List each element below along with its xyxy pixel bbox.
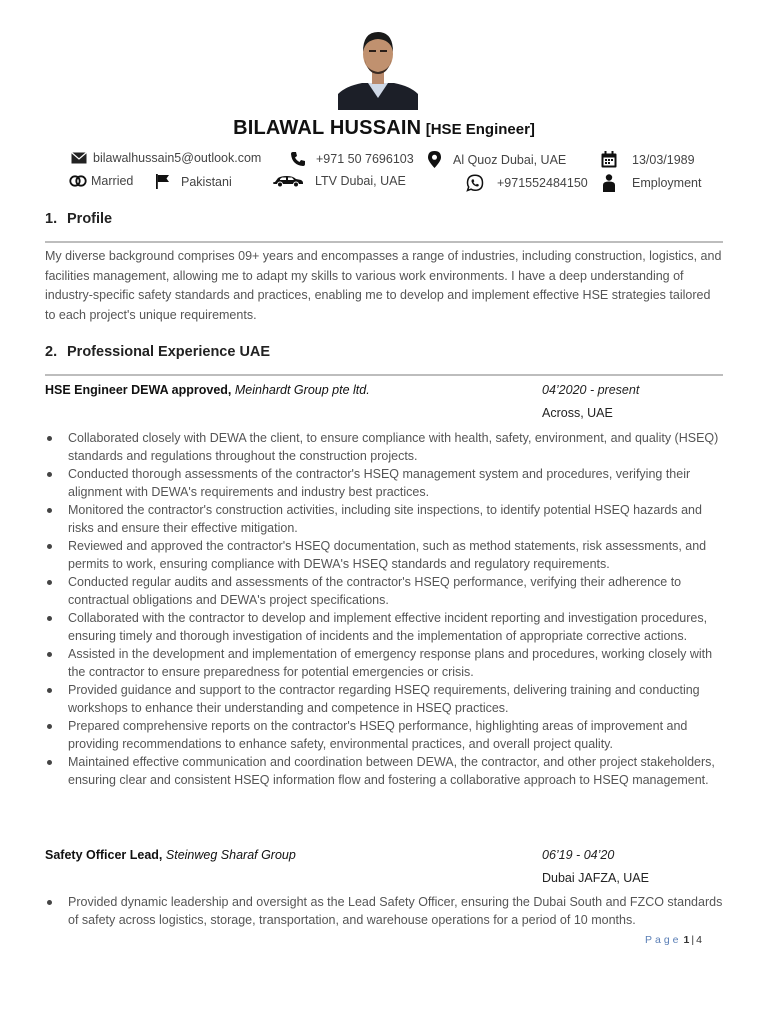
- job-date: 04’2020 - present: [542, 383, 640, 397]
- list-item: Assisted in the development and implementation of emergency response plans and procedures, working closely with the contractor to ensure preparedness for potential emergencies or crisis.: [45, 645, 723, 681]
- section-label: Profile: [67, 211, 113, 227]
- profile-photo: [338, 20, 418, 110]
- job-position: HSE Engineer DEWA approved,: [45, 383, 232, 397]
- list-item: Maintained effective communication and coordination between DEWA, the contractor, and other project stakeholders, ensuring clear and consistent HSEQ information flow and fostering a collaborative approach to HSEQ management.: [45, 753, 723, 789]
- phone-text: +971 50 7696103: [316, 152, 414, 166]
- person-icon: [603, 174, 615, 192]
- job-title-line: [45, 383, 370, 397]
- list-item: Monitored the contractor's construction activities, including site inspections, to identify potential HSEQ hazards and risks and ensure their effective mitigation.: [45, 501, 723, 537]
- page-label: Page: [645, 934, 682, 946]
- whatsapp-text: +971552484150: [497, 176, 588, 190]
- page-number: [645, 934, 702, 946]
- contact-dob: [601, 151, 695, 168]
- license-text: LTV Dubai, UAE: [315, 174, 406, 188]
- job-date: 06’19 - 04’20: [542, 848, 615, 862]
- profile-summary: My diverse background comprises 09+ years and encompasses a range of industries, including construction, logistics, and facilities management, allowing me to adapt my skills to various work environments. I have a deep understanding of industry-specific safety standards and practices, enabling me to develop and implement effective HSE strategies tailored to each project's unique requirements.: [45, 249, 722, 322]
- page-current: 1: [683, 934, 690, 946]
- contact-marital: [69, 174, 133, 188]
- contact-nationality: [156, 174, 232, 189]
- status-text: Employment: [632, 176, 702, 190]
- page-total: 4: [696, 934, 702, 946]
- candidate-role: [HSE Engineer]: [425, 121, 535, 138]
- job-responsibilities: [45, 893, 723, 929]
- envelope-icon: [71, 152, 87, 164]
- list-item: Collaborated with the contractor to develop and implement effective incident reporting and investigation procedures, ensuring timely and thorough investigation of incidents and the implementation of appropriate corrective actions.: [45, 609, 723, 645]
- whatsapp-icon: [466, 174, 484, 192]
- job-position: Safety Officer Lead,: [45, 848, 163, 862]
- list-item: Collaborated closely with DEWA the client, to ensure compliance with health, safety, environment, and quality (HSEQ) standards and regulations throughout the construction projects.: [45, 429, 723, 465]
- list-item: Conducted regular audits and assessments of the contractor's HSEQ performance, verifying their adherence to contractual obligations and DEWA's project specifications.: [45, 573, 723, 609]
- contact-license: [273, 174, 406, 188]
- list-item: Conducted thorough assessments of the contractor's HSEQ management system and procedures, verifying their alignment with DEWA's requirements and industry best practices.: [45, 465, 723, 501]
- nationality-text: Pakistani: [181, 174, 232, 189]
- job-location: Dubai JAFZA, UAE: [542, 871, 649, 885]
- job-company: Steinweg Sharaf Group: [165, 848, 296, 862]
- list-item: Provided guidance and support to the contractor regarding HSEQ requirements, delivering training and conducting workshops to enhance their understanding and competence in HSEQ practices.: [45, 681, 723, 717]
- list-item: Prepared comprehensive reports on the contractor's HSEQ performance, highlighting areas of improvement and providing recommendations to enhance safety, environmental practices, and overall project quality.: [45, 717, 723, 753]
- page-separator: |: [691, 934, 695, 946]
- address-text: Al Quoz Dubai, UAE: [453, 152, 567, 167]
- email-text: bilawalhussain5@outlook.com: [93, 151, 262, 165]
- section-divider: [45, 241, 723, 243]
- flag-icon: [156, 174, 170, 189]
- section-label: Professional Experience UAE: [67, 344, 271, 360]
- name-heading: [0, 117, 768, 140]
- job-title-line: [45, 848, 296, 862]
- contact-email: [71, 151, 261, 165]
- contact-phone: [290, 151, 414, 167]
- calendar-icon: [601, 151, 617, 168]
- list-item: Provided dynamic leadership and oversight as the Lead Safety Officer, ensuring the Dubai South and FZCO standards of safety across logistics, storage, transportation, and warehouse operations for a period of 10 months.: [45, 893, 723, 929]
- job-company: Meinhardt Group pte ltd.: [234, 383, 370, 397]
- job-location: Across, UAE: [542, 406, 613, 420]
- contact-whatsapp: [466, 174, 588, 192]
- contact-status: [603, 174, 701, 192]
- dob-text: 13/03/1989: [632, 152, 695, 167]
- list-item: Reviewed and approved the contractor's HSEQ documentation, such as method statements, risk assessments, and permits to work, ensuring compliance with DEWA's HSEQ standards and regulatory requirements.: [45, 537, 723, 573]
- section-number: 1.: [45, 211, 58, 227]
- candidate-name: BILAWAL HUSSAIN: [233, 117, 422, 139]
- section-divider: [45, 374, 723, 376]
- rings-icon: [69, 175, 87, 187]
- contact-address: [428, 151, 566, 168]
- phone-icon: [290, 151, 306, 167]
- section-title-profile: [45, 211, 112, 227]
- section-title-experience: [45, 344, 270, 360]
- section-number: 2.: [45, 344, 58, 360]
- car-icon: [273, 175, 303, 187]
- location-pin-icon: [428, 151, 441, 168]
- marital-text: Married: [91, 174, 134, 188]
- job-responsibilities: [45, 429, 723, 789]
